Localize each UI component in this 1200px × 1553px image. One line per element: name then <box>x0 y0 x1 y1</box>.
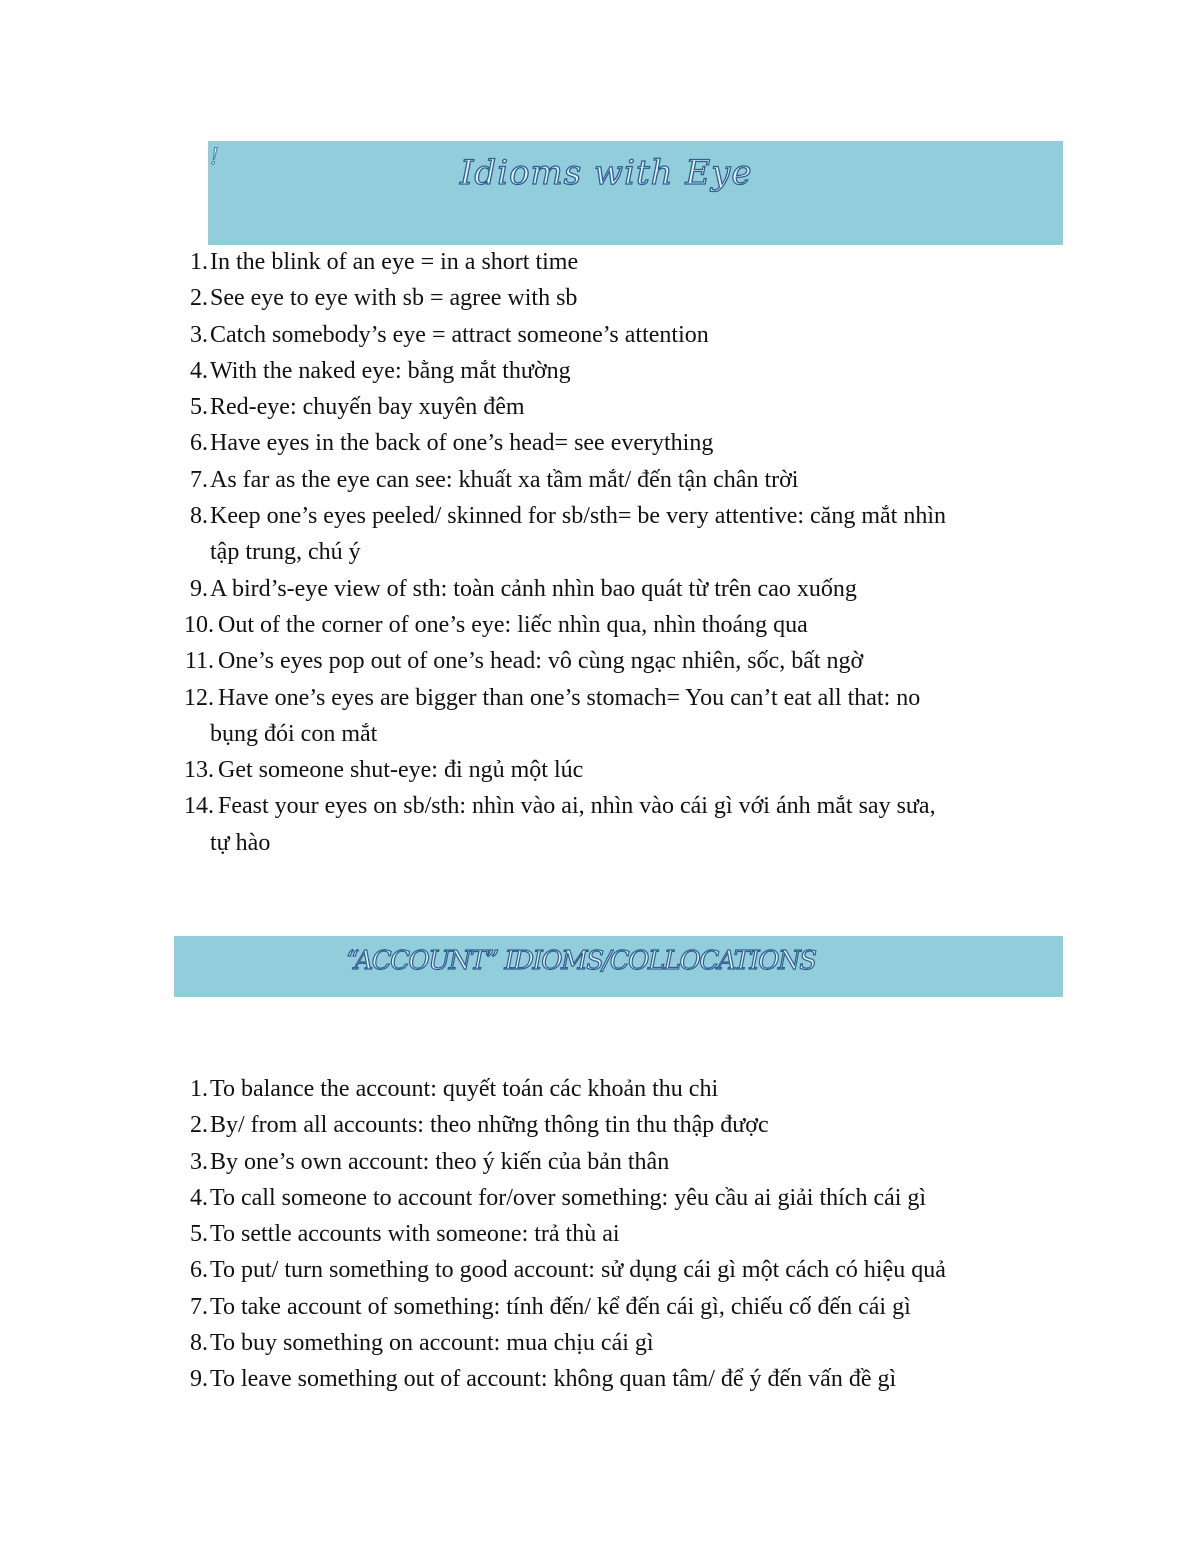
list-item <box>174 752 1074 788</box>
item-text: See eye to eye with sb = agree with sb <box>210 285 578 312</box>
item-number: 3. <box>190 321 208 348</box>
item-text: In the blink of an eye = in a short time <box>210 249 579 275</box>
list-item <box>174 1289 1074 1325</box>
item-number: 1. <box>190 1076 208 1102</box>
list-item <box>174 1071 1074 1107</box>
item-number: 3. <box>190 1148 208 1175</box>
item-number: 8. <box>190 1330 208 1357</box>
item-text: Have eyes in the back of one’s head= see everything <box>210 430 714 457</box>
item-number: 7. <box>190 1293 208 1320</box>
list-item <box>174 389 1074 425</box>
item-text: To leave something out of account: không quan tâm/ để ý đến vấn đề gì <box>210 1366 897 1393</box>
item-text: Feast your eyes on sb/sth: nhìn vào ai, nhìn vào cái gì với ánh mắt say sưa, <box>218 793 936 820</box>
item-number: 9. <box>190 1366 208 1393</box>
list-item <box>174 788 1074 861</box>
list-item <box>174 680 1074 753</box>
list-item <box>174 1325 1074 1361</box>
item-text-continuation: bụng đói con mắt <box>210 720 378 747</box>
eye-idioms-title: Idioms with Eye <box>460 153 753 193</box>
item-number: 2. <box>190 1112 208 1139</box>
item-text-continuation: tập trung, chú ý <box>210 539 361 566</box>
item-number: 6. <box>190 1257 208 1284</box>
item-number: 9. <box>190 575 208 602</box>
item-number: 10. <box>184 611 214 638</box>
list-item <box>174 643 1074 679</box>
list-item <box>174 462 1074 498</box>
list-item <box>174 1107 1074 1143</box>
eye-idioms-banner <box>208 141 1063 245</box>
item-text: Keep one’s eyes peeled/ skinned for sb/sth= be very attentive: căng mắt nhìn <box>210 503 946 530</box>
item-number: 7. <box>190 466 208 493</box>
item-number: 5. <box>190 394 208 421</box>
list-item <box>174 1252 1074 1288</box>
list-item <box>174 317 1074 353</box>
item-text: Catch somebody’s eye = attract someone’s attention <box>210 321 709 348</box>
list-item <box>174 498 1074 571</box>
banner-mark: ! <box>210 145 219 170</box>
item-text: As far as the eye can see: khuất xa tầm mắt/ đến tận chân trời <box>210 466 799 493</box>
list-item <box>174 607 1074 643</box>
item-number: 14. <box>184 793 214 820</box>
item-number: 1. <box>190 249 208 275</box>
item-text: By one’s own account: theo ý kiến của bản thân <box>210 1148 670 1175</box>
eye-idioms-list <box>174 244 1074 861</box>
item-text: With the naked eye: bằng mắt thường <box>210 357 571 384</box>
item-number: 4. <box>190 1184 208 1211</box>
item-text: A bird’s-eye view of sth: toàn cảnh nhìn bao quát từ trên cao xuống <box>210 575 857 602</box>
item-text: To take account of something: tính đến/ kể đến cái gì, chiếu cố đến cái gì <box>210 1293 911 1320</box>
list-item <box>174 353 1074 389</box>
item-text-continuation: tự hào <box>210 829 271 856</box>
list-item <box>174 1216 1074 1252</box>
list-item <box>174 244 1074 280</box>
account-idioms-list <box>174 1071 1074 1398</box>
item-number: 13. <box>184 757 214 784</box>
list-item <box>174 1361 1074 1397</box>
item-number: 12. <box>184 684 214 711</box>
item-number: 4. <box>190 357 208 384</box>
item-text: One’s eyes pop out of one’s head: vô cùng ngạc nhiên, sốc, bất ngờ <box>218 648 864 675</box>
list-item <box>174 571 1074 607</box>
item-text: Out of the corner of one’s eye: liếc nhìn qua, nhìn thoáng qua <box>218 611 808 638</box>
account-idioms-banner <box>174 936 1063 997</box>
item-text: To settle accounts with someone: trả thù ai <box>210 1221 620 1248</box>
item-text: To balance the account: quyết toán các khoản thu chi <box>210 1076 719 1102</box>
item-text: To buy something on account: mua chịu cái gì <box>210 1330 654 1357</box>
item-number: 5. <box>190 1221 208 1248</box>
item-text: Get someone shut-eye: đi ngủ một lúc <box>218 757 584 784</box>
list-item <box>174 1180 1074 1216</box>
item-text: To call someone to account for/over something: yêu cầu ai giải thích cái gì <box>210 1184 927 1211</box>
list-item <box>174 1144 1074 1180</box>
list-item <box>174 280 1074 316</box>
item-number: 8. <box>190 503 208 530</box>
item-text: By/ from all accounts: theo những thông tin thu thập được <box>210 1112 769 1139</box>
item-text: To put/ turn something to good account: sử dụng cái gì một cách có hiệu quả <box>210 1257 946 1284</box>
item-number: 6. <box>190 430 208 457</box>
account-idioms-title: “ACCOUNT” IDIOMS/COLLOCATIONS <box>346 946 816 976</box>
item-text: Red-eye: chuyến bay xuyên đêm <box>210 394 525 421</box>
item-number: 2. <box>190 285 208 312</box>
item-text: Have one’s eyes are bigger than one’s stomach= You can’t eat all that: no <box>218 684 921 711</box>
list-item <box>174 425 1074 461</box>
item-number: 11. <box>184 648 214 675</box>
